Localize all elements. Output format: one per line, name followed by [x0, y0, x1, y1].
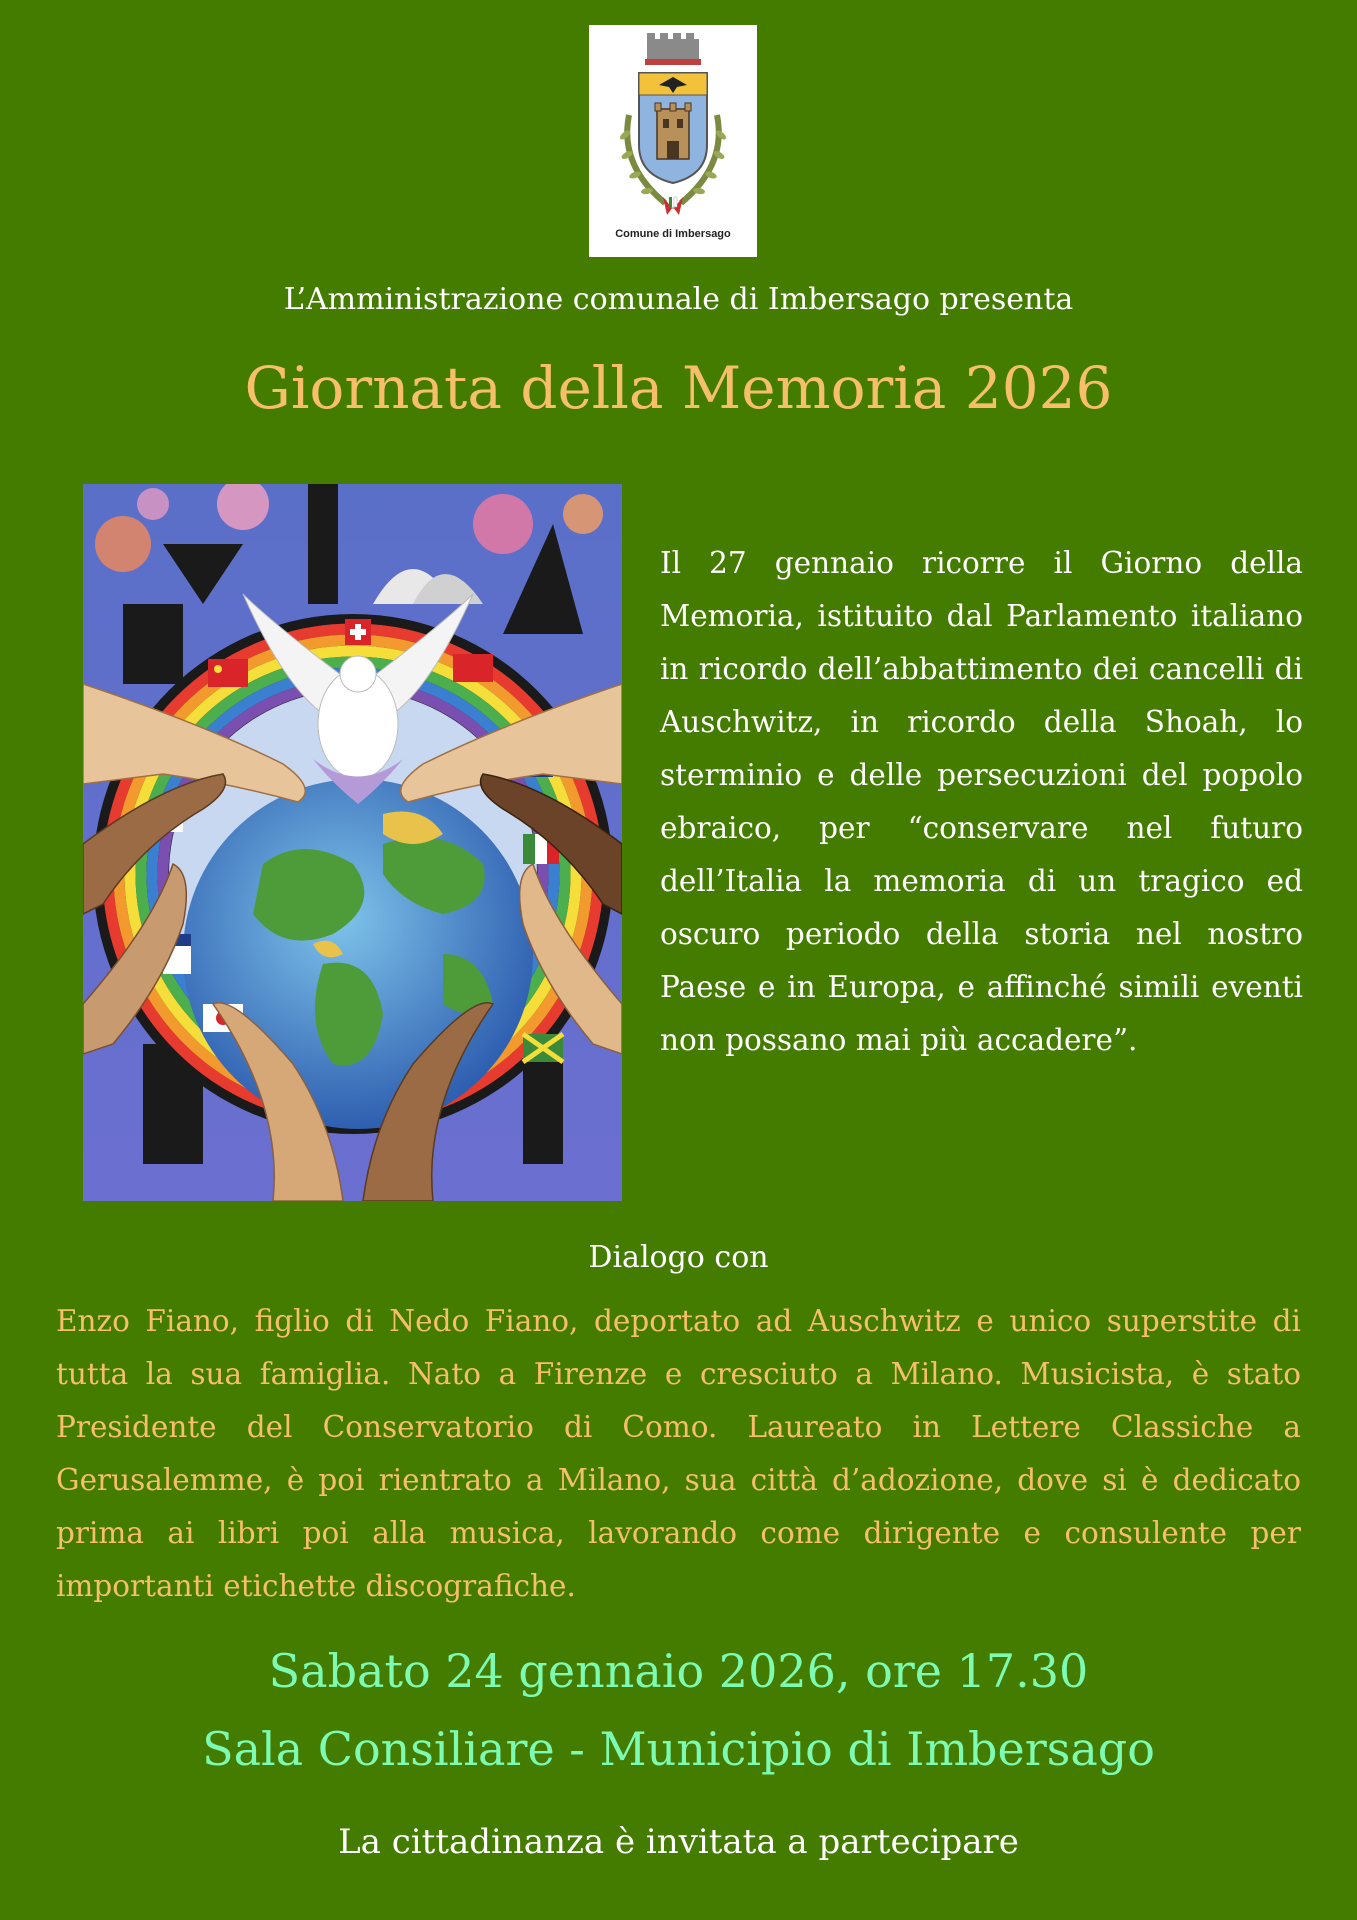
event-venue: Sala Consiliare - Municipio di Imbersago [202, 1722, 1155, 1776]
presenter-line: L’Amministrazione comunale di Imbersago presenta [283, 282, 1074, 317]
page-title: Giornata della Memoria 2026 [244, 354, 1113, 422]
peace-artwork-image [83, 484, 622, 1201]
globe-icon [183, 779, 533, 1129]
invitation-line: La cittadinanza è invitata a partecipare [338, 1822, 1019, 1862]
intro-paragraph: Il 27 gennaio ricorre il Giorno della Memoria, istituito dal Parlamento italiano in ricordo dell’abbattimento dei cancelli di Auschwitz, in ricordo della Shoah, lo sterminio e delle persecuzioni del popolo ebraico, per “conservare nel futuro dell’Italia la memoria di un tragico ed oscuro periodo della storia nel nostro Paese e in Europa, e affinché simili eventi non possano mai più accadere”. [660, 546, 1303, 1057]
ribbon-icon [663, 197, 683, 215]
coat-of-arms-icon [589, 25, 757, 257]
event-date: Sabato 24 gennaio 2026, ore 17.30 [268, 1644, 1089, 1698]
speaker-bio: Enzo Fiano, figlio di Nedo Fiano, deportato ad Auschwitz e unico superstite di tutta la sua famiglia. Nato a Firenze e cresciuto a Milano. Musicista, è stato Presidente del Conservatorio di Como. Laureato in Lettere Classiche a Gerusalemme, è poi rientrato a Milano, sua città d’adozione, dove si è dedicato prima ai libri poi alla musica, lavorando come dirigente e consulente per importanti etichette discografiche. [56, 1304, 1301, 1603]
municipal-logo [589, 25, 757, 257]
dialogue-label: Dialogo con [588, 1240, 769, 1275]
logo-caption: Comune di Imbersago [615, 228, 731, 240]
crown-icon [647, 39, 699, 61]
